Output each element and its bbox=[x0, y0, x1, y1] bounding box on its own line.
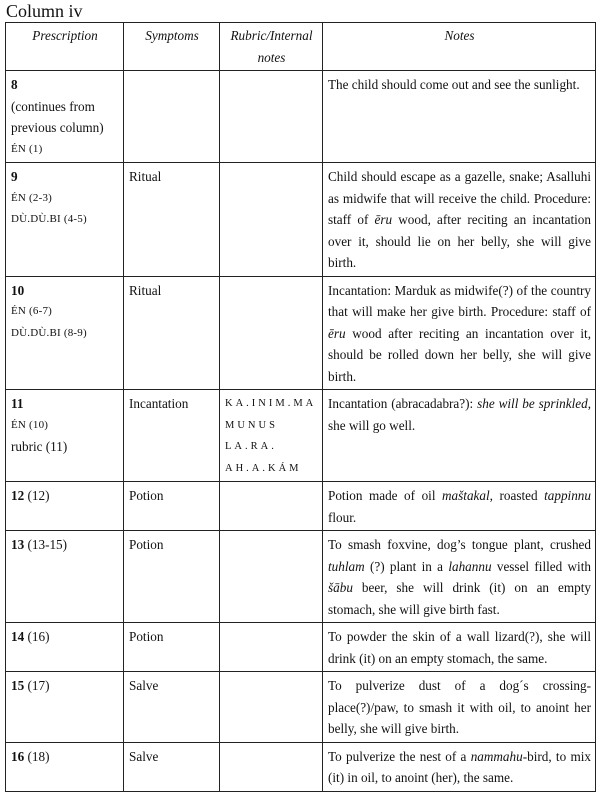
notes-cell bbox=[323, 276, 596, 390]
prescription-cell bbox=[6, 390, 124, 482]
prescription-number: 11 bbox=[11, 396, 24, 411]
notes-text: , roasted bbox=[489, 488, 545, 503]
notes-text: (?) plant in a bbox=[364, 558, 449, 574]
notes-italic: tuhlam bbox=[328, 558, 365, 574]
prescription-number: 9 bbox=[11, 169, 18, 184]
table-row bbox=[6, 163, 596, 277]
table-row bbox=[6, 531, 596, 623]
prescription-table bbox=[5, 22, 596, 792]
rubric-cell bbox=[220, 163, 323, 277]
prescription-cell bbox=[6, 276, 124, 390]
notes-cell bbox=[323, 531, 596, 623]
notes-cell bbox=[323, 742, 596, 791]
notes-cell bbox=[323, 623, 596, 672]
notes-text: , she will go well. bbox=[328, 396, 591, 433]
column-title: Column iv bbox=[6, 1, 83, 21]
notes-text: Procedure: staff of bbox=[490, 304, 591, 319]
notes-text: Potion made of oil bbox=[328, 488, 443, 503]
symptom-cell: Potion bbox=[124, 623, 220, 672]
notes-text: Procedure: staff of bbox=[328, 190, 592, 227]
notes-text: wood after reciting an incantation over it, should be rolled down her belly, she will give birth. bbox=[328, 325, 591, 384]
prescription-cell bbox=[6, 482, 124, 531]
prescription-ref: DÙ.DÙ.BI (4-5) bbox=[11, 213, 87, 225]
prescription-number: 15 bbox=[11, 678, 25, 693]
notes-text: Incantation (abracadabra?): bbox=[328, 396, 478, 411]
symptom-cell: Incantation bbox=[124, 390, 220, 482]
prescription-cell bbox=[6, 623, 124, 672]
notes-cell bbox=[323, 71, 596, 163]
symptom-cell: Salve bbox=[124, 672, 220, 743]
header-symptoms: Symptoms bbox=[124, 23, 220, 71]
prescription-ref: (continues from previous column) bbox=[11, 98, 104, 135]
notes-italic: ēru bbox=[374, 212, 393, 227]
notes-text: To smash foxvine, dog’s tongue plant, crushed bbox=[328, 537, 591, 552]
prescription-number: 10 bbox=[11, 282, 25, 298]
notes-text: vessel filled with bbox=[491, 558, 591, 574]
table-row bbox=[6, 482, 596, 531]
prescription-ref: (17) bbox=[27, 678, 50, 693]
symptom-cell: Salve bbox=[124, 742, 220, 791]
symptom-cell: Potion bbox=[124, 531, 220, 623]
prescription-ref: rubric (11) bbox=[11, 439, 68, 454]
notes-text: The child should come out and see the sunlight. bbox=[328, 77, 580, 92]
table-row bbox=[6, 276, 596, 390]
notes-cell bbox=[323, 390, 596, 482]
rubric-cell: KA.INIM.MA MUNUS LA.RA. AH.A.KÁM bbox=[220, 390, 323, 482]
notes-italic: šābu bbox=[328, 580, 353, 595]
prescription-number: 14 bbox=[11, 629, 25, 644]
symptom-cell: Ritual bbox=[124, 163, 220, 277]
notes-cell bbox=[323, 482, 596, 531]
notes-italic: ēru bbox=[328, 325, 346, 341]
prescription-ref: (13-15) bbox=[27, 537, 68, 552]
symptom-cell: Potion bbox=[124, 482, 220, 531]
prescription-ref: ÉN (6-7) bbox=[11, 305, 53, 317]
rubric-cell bbox=[220, 276, 323, 390]
rubric-cell bbox=[220, 71, 323, 163]
header-notes: Notes bbox=[323, 23, 596, 71]
prescription-cell bbox=[6, 672, 124, 743]
header-rubric: Rubric/Internal notes bbox=[220, 23, 323, 71]
table-row bbox=[6, 623, 596, 672]
notes-text: Incantation: Marduk as midwife(?) of the country that will make her give birth. bbox=[328, 282, 591, 319]
notes-text: To pulverize the nest of a bbox=[328, 748, 471, 764]
notes-cell bbox=[323, 163, 596, 277]
notes-text: To pulverize dust of a dog´s crossing-place(?)/paw, to smash it with oil, to anoint her belly, she will give birth. bbox=[328, 678, 591, 736]
symptom-cell bbox=[124, 71, 220, 163]
notes-text: flour. bbox=[328, 509, 357, 525]
table-row bbox=[6, 71, 596, 163]
rubric-cell bbox=[220, 482, 323, 531]
symptom-cell: Ritual bbox=[124, 276, 220, 390]
prescription-cell bbox=[6, 531, 124, 623]
prescription-cell bbox=[6, 742, 124, 791]
header-row bbox=[6, 23, 596, 71]
notes-text: Child should escape as a gazelle, snake; Asalluhi as midwife that will receive the child. bbox=[328, 169, 591, 206]
prescription-ref: DÙ.DÙ.BI (8-9) bbox=[11, 326, 87, 339]
prescription-number: 8 bbox=[11, 77, 18, 92]
table-row bbox=[6, 390, 596, 482]
prescription-ref: (18) bbox=[27, 748, 50, 764]
notes-italic: tappinnu bbox=[544, 488, 591, 503]
prescription-ref: ÉN (2-3) bbox=[11, 191, 53, 204]
notes-italic: nammahu bbox=[470, 748, 523, 764]
prescription-ref: ÉN (10) bbox=[11, 418, 49, 431]
table-row bbox=[6, 672, 596, 743]
prescription-ref: ÉN (1) bbox=[11, 142, 43, 155]
rubric-cell bbox=[220, 672, 323, 743]
notes-cell bbox=[323, 672, 596, 743]
notes-text: To powder the skin of a wall lizard(?), she will drink (it) on an empty stomach, the same. bbox=[328, 629, 591, 666]
notes-italic: lahannu bbox=[448, 558, 492, 574]
prescription-ref: (16) bbox=[27, 629, 50, 644]
header-prescription: Prescription bbox=[6, 23, 124, 71]
notes-italic: she will be sprinkled bbox=[477, 396, 588, 411]
notes-text: beer, she will drink (it) on an empty stomach, she will give birth fast. bbox=[328, 580, 591, 617]
prescription-number: 16 bbox=[11, 748, 25, 764]
notes-text: wood, after reciting an incantation over it, should lie on her belly, she will give birth. bbox=[328, 212, 591, 270]
table-row bbox=[6, 742, 596, 791]
rubric-cell bbox=[220, 623, 323, 672]
prescription-cell bbox=[6, 71, 124, 163]
notes-italic: maštakal bbox=[442, 488, 490, 503]
prescription-number: 12 bbox=[11, 488, 25, 503]
prescription-cell bbox=[6, 163, 124, 277]
prescription-ref: (12) bbox=[27, 488, 50, 503]
rubric-cell bbox=[220, 742, 323, 791]
notes-text: -bird, to mix (it) in oil, to anoint (her), the same. bbox=[328, 748, 591, 785]
prescription-number: 13 bbox=[11, 537, 25, 552]
rubric-cell bbox=[220, 531, 323, 623]
